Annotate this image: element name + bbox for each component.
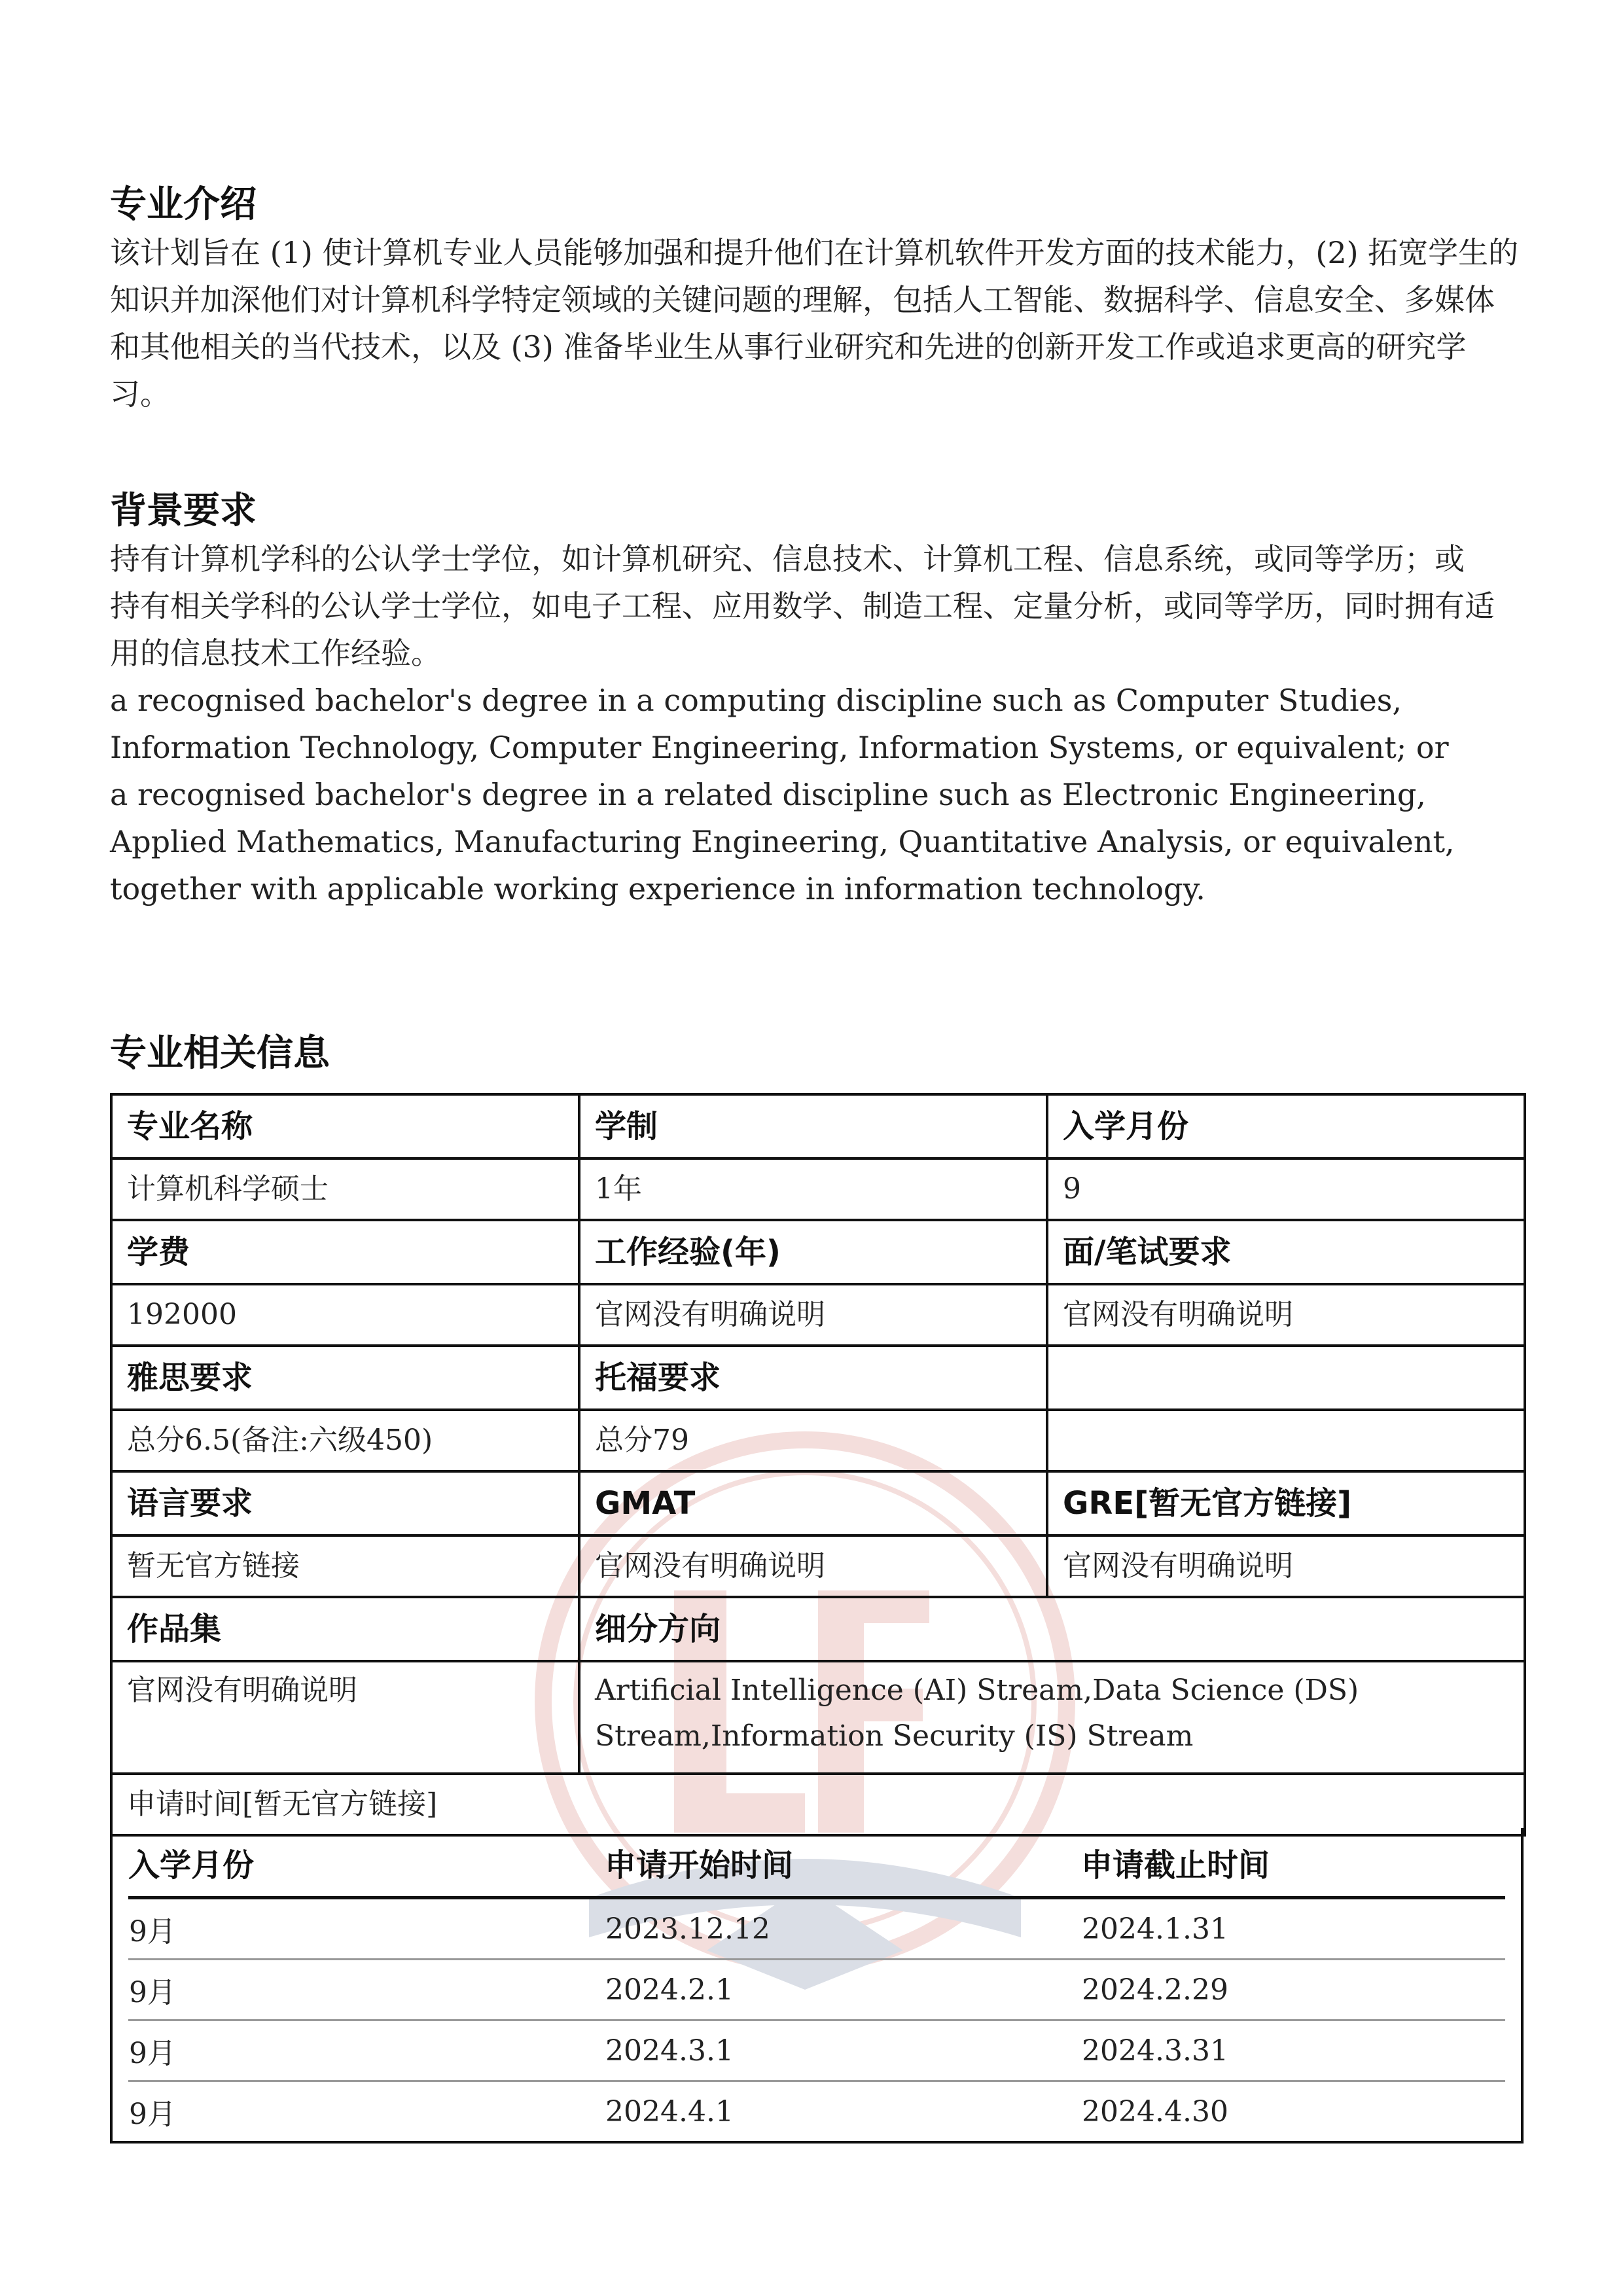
table-row: [128, 2020, 1505, 2081]
value-cell: 总分6.5(备注:六级450): [111, 1410, 579, 1471]
program-info-table: [110, 1093, 1526, 1837]
table-row: [128, 1898, 1505, 1960]
value-cell: 192000: [111, 1284, 579, 1346]
value-cell: 官网没有明确说明: [579, 1535, 1047, 1597]
header-cell: 申请开始时间: [605, 1828, 1081, 1898]
intake-month: 9月: [128, 1960, 605, 2020]
background-line-1: 持有计算机学科的公认学士学位，如计算机研究、信息技术、计算机工程、信息系统，或同等学历；或: [110, 541, 1465, 577]
start-date: 2023.12.12: [605, 1898, 1081, 1960]
deadline: 2024.3.31: [1081, 2020, 1505, 2081]
table-header-row: [111, 1220, 1525, 1284]
value-cell: 官网没有明确说明: [1047, 1284, 1525, 1346]
header-cell: 语言要求: [111, 1471, 579, 1535]
background-line-2: 持有相关学科的公认学士学位，如电子工程、应用数学、制造工程、定量分析，或同等学历，同时拥有适用的信息技术工作经验。: [110, 588, 1495, 671]
intake-month: 9月: [128, 2020, 605, 2081]
table-header-row: [111, 1597, 1525, 1661]
table-header-row: [111, 1471, 1525, 1535]
program-info-title: 专业相关信息: [110, 1032, 330, 1075]
value-cell: 官网没有明确说明: [1047, 1535, 1525, 1597]
background-paragraph: [110, 535, 1524, 912]
value-cell: 1年: [579, 1158, 1047, 1220]
value-cell: 9: [1047, 1158, 1525, 1220]
header-cell: 学费: [111, 1220, 579, 1284]
intro-title: 专业介绍: [110, 183, 257, 226]
table-header-row: [111, 1094, 1525, 1158]
header-cell: 申请截止时间: [1081, 1828, 1505, 1898]
value-cell: 总分79: [579, 1410, 1047, 1471]
deadline: 2024.1.31: [1081, 1898, 1505, 1960]
intake-month: 9月: [129, 2098, 176, 2131]
apply-time-label: 申请时间[暂无官方链接]: [111, 1774, 1525, 1835]
header-cell: 入学月份: [1047, 1094, 1525, 1158]
application-schedule-table: [128, 1828, 1505, 2141]
table-row: [128, 2081, 1505, 2142]
header-cell: 托福要求: [579, 1346, 1047, 1410]
background-line-4: a recognised bachelor's degree in a related discipline such as Electronic Engineering, Applied Mathematics, Manufacturing Engineering, Quantitative Analysis, or equivalent, together with applicable working experience in information technology.: [110, 777, 1455, 906]
header-cell: 面/笔试要求: [1047, 1220, 1525, 1284]
value-cell: 暂无官方链接: [111, 1535, 579, 1597]
intro-paragraph: [110, 229, 1524, 418]
application-schedule-box: [110, 1828, 1524, 2144]
start-date: 2024.2.1: [605, 1960, 1081, 2020]
header-cell: 雅思要求: [111, 1346, 579, 1410]
portfolio-header: 作品集: [111, 1597, 579, 1661]
value-cell: [1047, 1410, 1525, 1471]
value-cell: 计算机科学硕士: [111, 1158, 579, 1220]
header-cell: 专业名称: [111, 1094, 579, 1158]
table-row: [111, 1284, 1525, 1346]
background-title: 背景要求: [110, 490, 257, 532]
table-row: [111, 1661, 1525, 1774]
deadline: 2024.4.30: [1082, 2094, 1228, 2128]
deadline: 2024.2.29: [1081, 1960, 1505, 2020]
intake-month: 9月: [128, 1898, 605, 1960]
table-row: [128, 1960, 1505, 2020]
table-row: [111, 1410, 1525, 1471]
portfolio-value: 官网没有明确说明: [111, 1661, 579, 1774]
table-row: [111, 1774, 1525, 1835]
value-cell: 官网没有明确说明: [579, 1284, 1047, 1346]
header-cell: 学制: [579, 1094, 1047, 1158]
header-cell: GMAT: [579, 1471, 1047, 1535]
header-cell: GRE[暂无官方链接]: [1047, 1471, 1525, 1535]
table-row: [111, 1535, 1525, 1597]
background-line-3: a recognised bachelor's degree in a computing discipline such as Computer Studies, Information Technology, Computer Engineering, Information Systems, or equivalent; or: [110, 683, 1449, 765]
specialization-value: Artificial Intelligence (AI) Stream,Data Science (DS) Stream,Information Security (IS) Stream: [579, 1661, 1525, 1774]
header-cell: 工作经验(年): [579, 1220, 1047, 1284]
specialization-header: 细分方向: [579, 1597, 1525, 1661]
start-date: 2024.4.1: [605, 2094, 734, 2128]
header-cell: 入学月份: [128, 1828, 605, 1898]
start-date: 2024.3.1: [605, 2020, 1081, 2081]
table-row: [111, 1158, 1525, 1220]
table-header-row: [111, 1346, 1525, 1410]
header-cell: [1047, 1346, 1525, 1410]
table-header-row: [128, 1828, 1505, 1898]
intro-body: 该计划旨在 (1) 使计算机专业人员能够加强和提升他们在计算机软件开发方面的技术能力，(2) 拓宽学生的知识并加深他们对计算机科学特定领域的关键问题的理解，包括人工智能、数据科学、信息安全、多媒体和其他相关的当代技术，以及 (3) 准备毕业生从事行业研究和先进的创新开发工作或追求更高的研究学习。: [110, 235, 1519, 412]
